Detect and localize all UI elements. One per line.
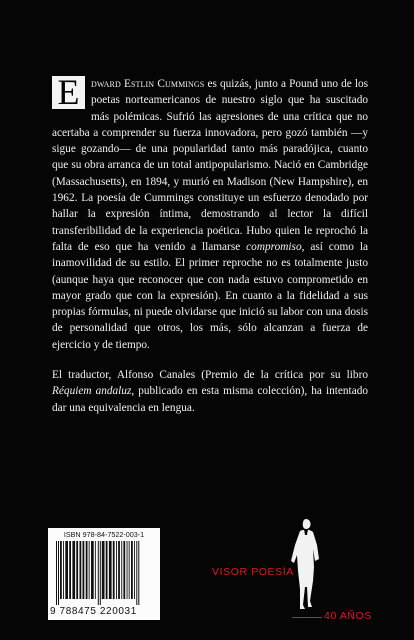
isbn-label: ISBN 978-84-7522-003-1 [63, 530, 145, 539]
drop-cap [52, 72, 85, 112]
barcode-panel [48, 528, 160, 620]
poet-silhouette-logo [286, 515, 326, 615]
barcode-digits: 9 788475 220031 [50, 606, 137, 617]
synopsis-italic-term: compromiso [246, 240, 302, 253]
synopsis-text-part: es quizás, junto a Pound uno de los poetas norteamericanos de nuestro siglo que ha suscitado más polémicas. Sufrió las agresiones de una crítica que no acertaba a comprender su fuerza innovadora, pero gozó también —y sigue gozando— de una popularidad tanto más paradójica, cuanto que su obra arranca de un total antipopularismo. Nació en Cambridge (Massachusetts), en 1894, y murió en Madison (New Hampshire), en 1962. La poesía de Cummings constituye un esfuerzo denodado por hallar la expresión íntima, demostrando al lector la difícil transferibilidad de la experiencia poética. Hubo quien le reprochó la falta de eso que ha venido a llamarse [52, 78, 369, 253]
translator-text-part: , publicado en esta misma colección), ha intentado dar una equivalencia en lengua. [52, 385, 369, 414]
synopsis-text-part: , así como la inamovilidad de su estilo. El primer reproche no es totalmente justo (aunque haya que reconocer que con nada estuvo comprometido en mayor grado que con la expresión). En cuanto a la fidelidad a sus propias fórmulas, ni puede olvidarse que inició su labor con una dosis de personalidad que otros, los más, sólo alcanzan a fuerza de ejercicio y de tiempo. [52, 240, 368, 351]
drop-cap-letter: E [57, 72, 80, 112]
collection-name: VISOR POESÍA [212, 566, 294, 578]
synopsis-text [52, 72, 369, 416]
synopsis-paragraph-author [52, 72, 369, 353]
synopsis-paragraph-translator [52, 367, 368, 416]
author-name: dward Estlin Cummings [91, 78, 205, 90]
anniversary-divider [292, 617, 322, 618]
anniversary-label: 40 AÑOS [324, 610, 372, 622]
translator-text-part: El traductor, Alfonso Canales (Premio de la crítica por su libro [52, 369, 368, 382]
translator-book-title: Réquiem andaluz [52, 385, 132, 398]
barcode-bars [52, 541, 156, 605]
